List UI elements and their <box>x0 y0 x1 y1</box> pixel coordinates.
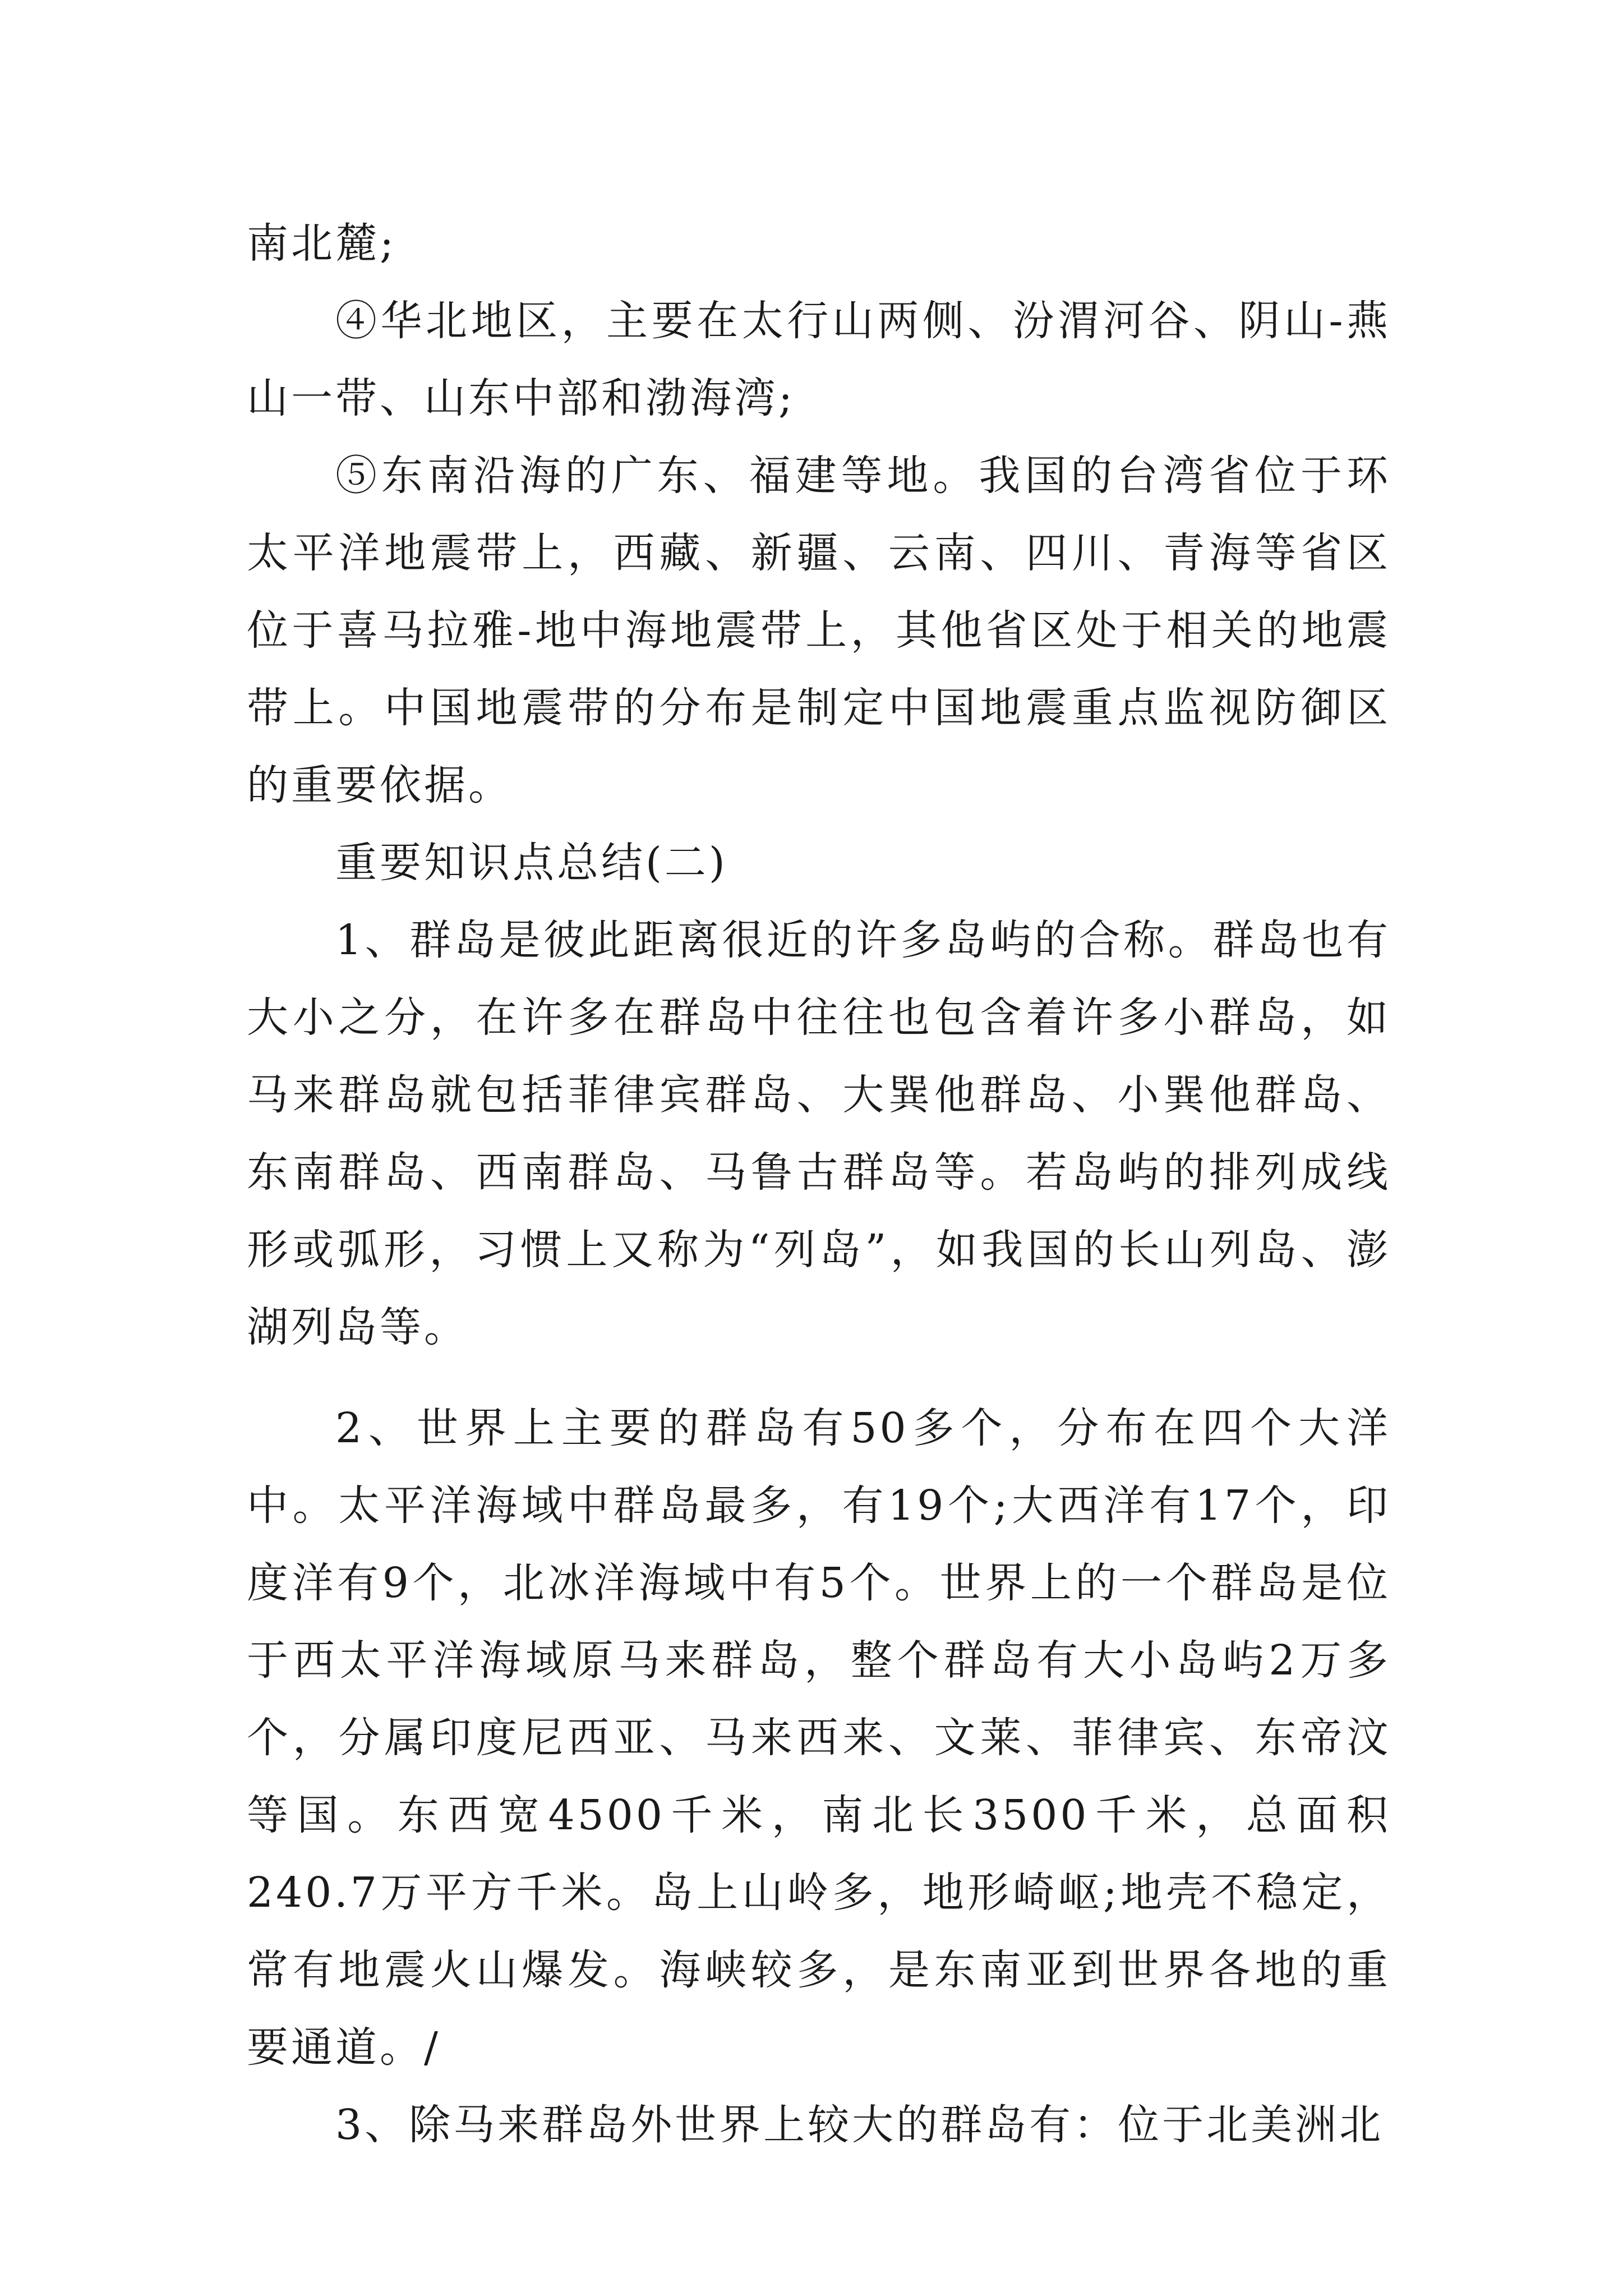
section-heading: 重要知识点总结(二) <box>335 839 728 887</box>
paragraph-1: 南北麓; <box>247 219 396 268</box>
paragraph-2: ④华北地区，主要在太行山两侧、汾渭河谷、阴山-燕山一带、山东中部和渤海湾; <box>247 297 1391 422</box>
paragraph-3: ⑤东南沿海的广东、福建等地。我国的台湾省位于环太平洋地震带上，西藏、新疆、云南、四川、青海等省区位于喜马拉雅-地中海地震带上，其他省区处于相关的地震带上。中国地震带的分布是制定中国地震重点监视防御区的重要依据。 <box>247 452 1391 809</box>
paragraph-5: 2、世界上主要的群岛有50多个，分布在四个大洋中。太平洋海域中群岛最多，有19个;大西洋有17个，印度洋有9个，北冰洋海域中有5个。世界上的一个群岛是位于西太平洋海域原马来群岛，整个群岛有大小岛屿2万多个，分属印度尼西亚、马来西来、文莱、菲律宾、东帝汶等国。东西宽4500千米，南北长3500千米，总面积240.7万平方千米。岛上山岭多，地形崎岖;地壳不稳定，常有地震火山爆发。海峡较多，是东南亚到世界各地的重要通道。/ <box>247 1404 1391 2072</box>
paragraph-6: 3、除马来群岛外世界上较大的群岛有：位于北美洲北 <box>335 2101 1384 2149</box>
document-body <box>247 205 1391 2164</box>
paragraph-4: 1、群岛是彼此距离很近的许多岛屿的合称。群岛也有大小之分，在许多在群岛中往往也包含着许多小群岛，如马来群岛就包括菲律宾群岛、大巽他群岛、小巽他群岛、东南群岛、西南群岛、马鲁古群岛等。若岛屿的排列成线形或弧形，习惯上又称为“列岛”，如我国的长山列岛、澎湖列岛等。 <box>247 916 1391 1351</box>
